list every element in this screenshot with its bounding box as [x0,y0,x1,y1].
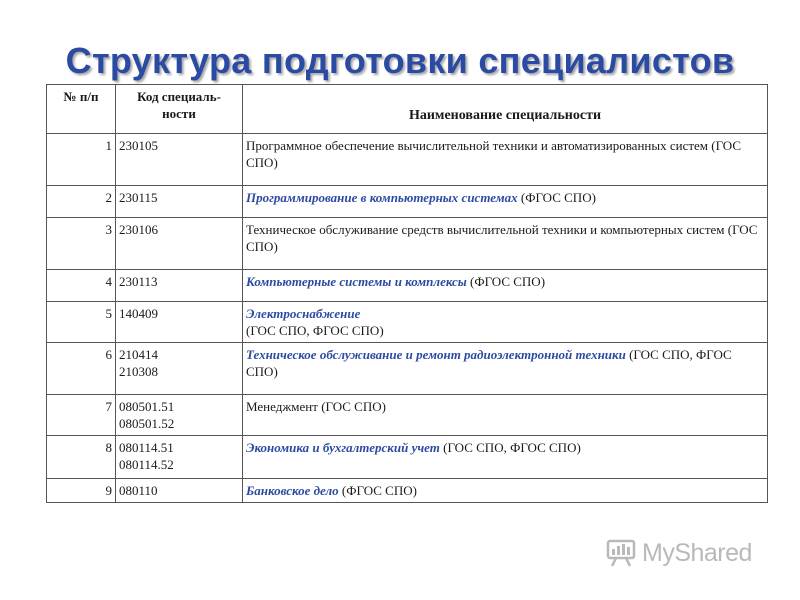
specialty-code-line: 210308 [119,364,158,379]
table-row [47,218,768,270]
table-row [47,343,768,395]
specialty-code-line: 140409 [119,306,158,321]
specialty-name-emphasis: Техническое обслуживание и ремонт радиоэлектронной техники [246,347,626,362]
specialty-code [116,218,243,270]
specialty-name-emphasis: Программирование в компьютерных системах [246,190,518,205]
specialty-name-emphasis: Компьютерные системы и комплексы [246,274,467,289]
table-row [47,436,768,479]
specialty-code-line: 230106 [119,222,158,237]
row-number: 4 [47,270,116,302]
specialty-name [243,218,768,270]
myshared-watermark [606,536,766,570]
row-number: 6 [47,343,116,395]
specialty-name [243,270,768,302]
specialty-name-emphasis: Экономика и бухгалтерский учет [246,440,440,455]
specialty-name-emphasis: Банковское дело [246,483,339,498]
specialty-name-text: (ФГОС СПО) [338,483,417,498]
myshared-logo-icon [606,538,638,568]
table-row [47,134,768,186]
specialty-code-line: 230115 [119,190,158,205]
row-number: 7 [47,395,116,436]
specialty-name [243,134,768,186]
specialty-name-text: (ГОС СПО, ФГОС СПО) [246,323,384,338]
row-number: 9 [47,479,116,503]
row-number: 3 [47,218,116,270]
specialty-code [116,395,243,436]
specialty-code-line: 080114.52 [119,457,174,472]
specialty-name [243,186,768,218]
specialty-name [243,302,768,343]
specialty-name-text: Техническое обслуживание средств вычислительной техники и компьютерных систем (ГОС СПО) [246,222,758,254]
specialty-name-text: (ГОС СПО, ФГОС СПО) [246,347,732,379]
row-number: 1 [47,134,116,186]
specialty-code-line: 080110 [119,483,158,498]
specialty-name [243,479,768,503]
header-specialty-name: Наименование специальности [243,85,768,134]
row-number: 8 [47,436,116,479]
table-header-row [47,85,768,134]
row-number: 5 [47,302,116,343]
specialty-code [116,343,243,395]
specialty-code-line: 210414 [119,347,158,362]
table-row [47,186,768,218]
table-row [47,479,768,503]
specialty-code [116,134,243,186]
specialties-table [46,84,768,503]
specialty-code [116,479,243,503]
table-row [47,302,768,343]
table-row [47,395,768,436]
header-code: Код специаль- ности [116,85,243,134]
specialty-name-text: (ФГОС СПО) [466,274,546,289]
specialty-code-line: 080501.51 [119,399,175,414]
specialty-name-text: (ФГОС СПО) [517,190,596,205]
specialty-code-line: 230105 [119,138,158,153]
specialty-code-line: 080501.52 [119,416,175,431]
specialty-code-line: 230113 [119,274,158,289]
specialty-name-emphasis: Электроснабжение [246,306,361,321]
specialty-code [116,186,243,218]
specialty-code [116,270,243,302]
specialty-name-text: (ГОС СПО, ФГОС СПО) [439,440,581,455]
row-number: 2 [47,186,116,218]
specialty-name [243,343,768,395]
specialty-code-line: 080114.51 [119,440,174,455]
specialty-name [243,436,768,479]
specialty-code [116,436,243,479]
table-row [47,270,768,302]
specialty-name [243,395,768,436]
slide-title: Структура подготовки специалистов [65,40,735,81]
specialty-code [116,302,243,343]
watermark-text: MyShared [642,538,752,567]
specialty-name-text: Менеджмент (ГОС СПО) [246,399,386,414]
specialty-name-text: Программное обеспечение вычислительной техники и автоматизированных систем (ГОС СПО) [246,138,742,170]
header-number: № п/п [47,85,116,134]
